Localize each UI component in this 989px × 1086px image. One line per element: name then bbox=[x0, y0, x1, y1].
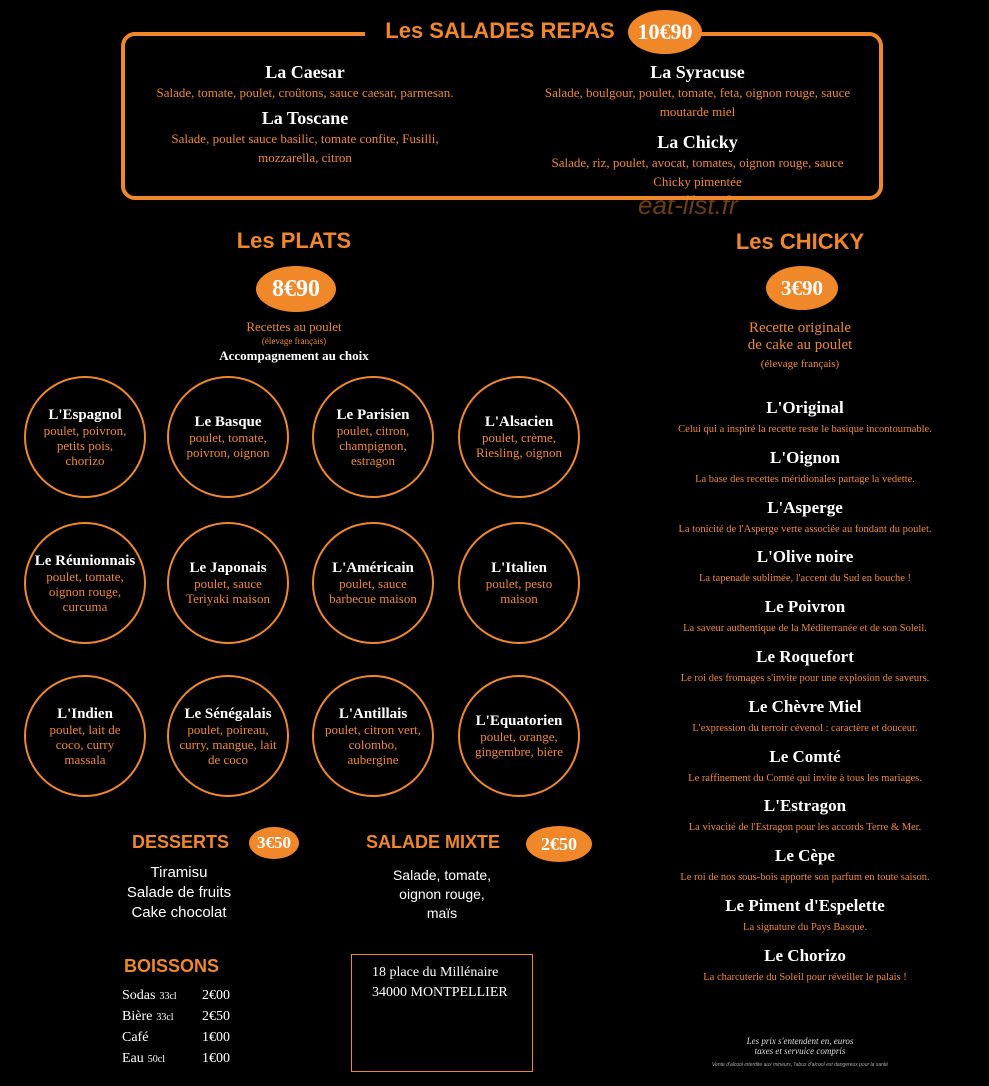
salad-chicky bbox=[535, 132, 860, 191]
chicky-item-name: L'Estragon bbox=[763, 796, 847, 816]
plat-name: L'Indien bbox=[57, 705, 113, 722]
plat-desc: poulet, sauce barbecue maison bbox=[329, 576, 417, 606]
salades-repas-price: 10€90 bbox=[628, 10, 702, 54]
chicky-item-desc: Le raffinement du Comté qui invite à tous les mariages. bbox=[688, 772, 922, 784]
plat-item bbox=[24, 675, 146, 797]
chicky-item-name: Le Poivron bbox=[764, 597, 846, 617]
chicky-item-desc: Celui qui a inspiré la recette reste le basique incontournable. bbox=[678, 424, 932, 435]
salad-toscane bbox=[140, 108, 470, 167]
chicky-item-name: Le Piment d'Espelette bbox=[725, 896, 885, 915]
plat-name: Le Sénégalais bbox=[184, 705, 272, 722]
plat-desc: poulet, crème, Riesling, oignon bbox=[476, 430, 562, 460]
salade-mixte-price: 2€50 bbox=[526, 826, 592, 862]
plat-item bbox=[312, 376, 434, 498]
drink-price: 2€00 bbox=[202, 988, 230, 1003]
plat-desc: poulet, pesto maison bbox=[485, 576, 553, 606]
chicky-item-name: Le Roquefort bbox=[756, 647, 854, 666]
plat-desc: poulet, poivron, petits pois, chorizo bbox=[43, 422, 127, 468]
plat-item bbox=[167, 675, 289, 797]
salad-caesar bbox=[130, 62, 480, 102]
plat-item bbox=[458, 675, 580, 797]
chicky-item-desc: La signature du Pays Basque. bbox=[743, 922, 867, 933]
plat-desc: poulet, orange, gingembre, bière bbox=[474, 729, 564, 759]
chicky-item-name: L'Olive noire bbox=[756, 547, 854, 567]
drink-price: 1€00 bbox=[202, 1030, 230, 1045]
watermark: eat-list.fr bbox=[638, 190, 738, 220]
address-box bbox=[351, 954, 533, 1072]
plat-item bbox=[312, 522, 434, 644]
salade-mixte-line: oignon rouge, bbox=[399, 886, 485, 902]
plat-name: Le Basque bbox=[194, 414, 262, 430]
drink-price: 2€50 bbox=[202, 1009, 230, 1024]
dessert-item: Cake chocolat bbox=[131, 904, 227, 921]
chicky-subnote: (élevage français) bbox=[760, 358, 840, 370]
chicky-item-name: L'Asperge bbox=[767, 497, 843, 517]
salad-desc: Salade, poulet sauce basilic, tomate confite, Fusilli, mozzarella, citron bbox=[171, 131, 439, 165]
boissons-title: BOISSONS bbox=[124, 956, 220, 976]
salad-name: La Toscane bbox=[261, 108, 349, 128]
chicky-item-name: Le Cèpe bbox=[775, 846, 835, 866]
address-line-1: 18 place du Millénaire bbox=[372, 965, 499, 980]
salade-mixte-line: maïs bbox=[426, 905, 458, 921]
prices-note-line: Les prix s'entendent en, euros bbox=[746, 1036, 854, 1046]
drink-row bbox=[122, 1009, 262, 1030]
salad-name: La Chicky bbox=[657, 132, 738, 152]
plat-item bbox=[24, 522, 146, 644]
chicky-item-desc: La saveur authentique de la Méditerranée et de son Soleil. bbox=[683, 623, 927, 635]
drink-volume: 33cl bbox=[156, 1012, 174, 1023]
chicky-subtitle-2: de cake au poulet bbox=[747, 337, 853, 353]
chicky-item-desc: Le roi des fromages s'invite pour une explosion de saveurs. bbox=[680, 673, 930, 684]
chicky-item-name: L'Oignon bbox=[770, 447, 840, 467]
plat-name: Le Parisien bbox=[336, 406, 410, 423]
drink-name: Bière bbox=[122, 1009, 153, 1024]
salad-desc: Salade, boulgour, poulet, tomate, feta, oignon rouge, sauce moutarde miel bbox=[544, 85, 851, 119]
plat-name: Le Réunionnais bbox=[34, 552, 136, 569]
chicky-item-desc: La tonicité de l'Asperge verte associée au fondant du poulet. bbox=[678, 523, 932, 535]
chicky-item-desc: La charcuterie du Soleil pour réveiller le palais ! bbox=[703, 971, 907, 983]
drink-volume: 33cl bbox=[159, 991, 177, 1002]
salad-name: La Caesar bbox=[265, 62, 345, 82]
drink-row bbox=[122, 988, 262, 1009]
salad-syracuse bbox=[535, 62, 860, 121]
plats-subnote: (élevage français) bbox=[261, 336, 327, 346]
boissons-list bbox=[122, 988, 262, 1072]
drink-row bbox=[122, 1030, 262, 1051]
drink-name: Sodas bbox=[122, 988, 156, 1003]
plat-desc: poulet, poireau, curry, mangue, lait de coco bbox=[179, 721, 277, 767]
prices-note-line: taxes et servuice compris bbox=[754, 1046, 846, 1056]
plat-name: L'Alsacien bbox=[484, 414, 554, 430]
drink-price: 1€00 bbox=[202, 1051, 230, 1066]
salade-mixte-title: SALADE MIXTE bbox=[366, 832, 501, 852]
plat-desc: poulet, tomate, poivron, oignon bbox=[186, 430, 270, 460]
plat-item bbox=[24, 376, 146, 498]
prices-note bbox=[686, 1036, 914, 1056]
chicky-item-name: Le Comté bbox=[769, 746, 841, 766]
plat-item bbox=[458, 522, 580, 644]
plats-title: Les PLATS bbox=[236, 228, 352, 253]
chicky-item-desc: La tapenade sublimée, l'accent du Sud en bouche ! bbox=[698, 573, 912, 585]
salade-mixte-line: Salade, tomate, bbox=[392, 867, 492, 883]
chicky-item-name: Le Chèvre Miel bbox=[748, 696, 862, 716]
chicky-subtitle-1: Recette originale bbox=[748, 320, 852, 336]
plats-subtitle: Recettes au poulet bbox=[246, 319, 342, 334]
drink-name: Eau bbox=[122, 1051, 144, 1066]
salad-name: La Syracuse bbox=[650, 62, 745, 82]
plat-name: L'Italien bbox=[491, 560, 547, 576]
chicky-price: 3€90 bbox=[766, 266, 838, 310]
desserts-list bbox=[104, 863, 254, 923]
dessert-item: Tiramisu bbox=[150, 864, 208, 881]
plats-accompagnement: Accompagnement au choix bbox=[219, 348, 369, 363]
plat-item bbox=[312, 675, 434, 797]
chicky-title: Les CHICKY bbox=[735, 229, 865, 254]
chicky-item-name: L'Original bbox=[766, 398, 844, 417]
desserts-title: DESSERTS bbox=[132, 832, 230, 852]
plat-item bbox=[458, 376, 580, 498]
plat-name: L'Espagnol bbox=[48, 406, 122, 423]
chicky-item-name: Le Chorizo bbox=[764, 945, 846, 965]
drink-row bbox=[122, 1051, 262, 1072]
address-line-2: 34000 MONTPELLIER bbox=[372, 985, 508, 1000]
salad-desc: Salade, tomate, poulet, croûtons, sauce caesar, parmesan. bbox=[156, 85, 454, 100]
desserts-price: 3€50 bbox=[249, 827, 299, 859]
plat-name: L'Américain bbox=[332, 560, 414, 576]
plat-name: L'Antillais bbox=[338, 705, 408, 722]
salade-mixte-desc bbox=[362, 866, 522, 923]
drink-volume: 50cl bbox=[147, 1054, 165, 1065]
plat-desc: poulet, citron, champignon, estragon bbox=[336, 422, 410, 468]
plat-item bbox=[167, 376, 289, 498]
plats-price: 8€90 bbox=[256, 266, 336, 312]
salad-desc: Salade, riz, poulet, avocat, tomates, oignon rouge, sauce Chicky pimentée bbox=[551, 155, 844, 189]
alcohol-warning: Vente d'alcool interdite aux mineurs, l'abus d'alcool est dangereux pour la santé bbox=[711, 1062, 889, 1068]
plat-desc: poulet, sauce Teriyaki maison bbox=[186, 576, 270, 606]
dessert-item: Salade de fruits bbox=[126, 884, 232, 901]
plat-desc: poulet, lait de coco, curry massala bbox=[49, 721, 121, 767]
plat-name: L'Equatorien bbox=[475, 713, 563, 729]
plat-name: Le Japonais bbox=[189, 560, 267, 576]
drink-name: Café bbox=[122, 1030, 149, 1045]
salades-repas-title: Les SALADES REPAS bbox=[365, 18, 635, 44]
chicky-item-desc: La base des recettes méridionales partage la vedette. bbox=[695, 473, 915, 485]
plat-desc: poulet, citron vert, colombo, aubergine bbox=[324, 721, 422, 767]
chicky-item-desc: Le roi de nos sous-bois apporte son parfum en toute saison. bbox=[680, 872, 930, 884]
chicky-item-desc: La vivacité de l'Estragon pour les accords Terre & Mer. bbox=[688, 822, 922, 834]
plat-item bbox=[167, 522, 289, 644]
chicky-item-desc: L'expression du terroir cévenol : caractère et douceur. bbox=[692, 722, 918, 734]
plat-desc: poulet, tomate, oignon rouge, curcuma bbox=[46, 568, 124, 614]
